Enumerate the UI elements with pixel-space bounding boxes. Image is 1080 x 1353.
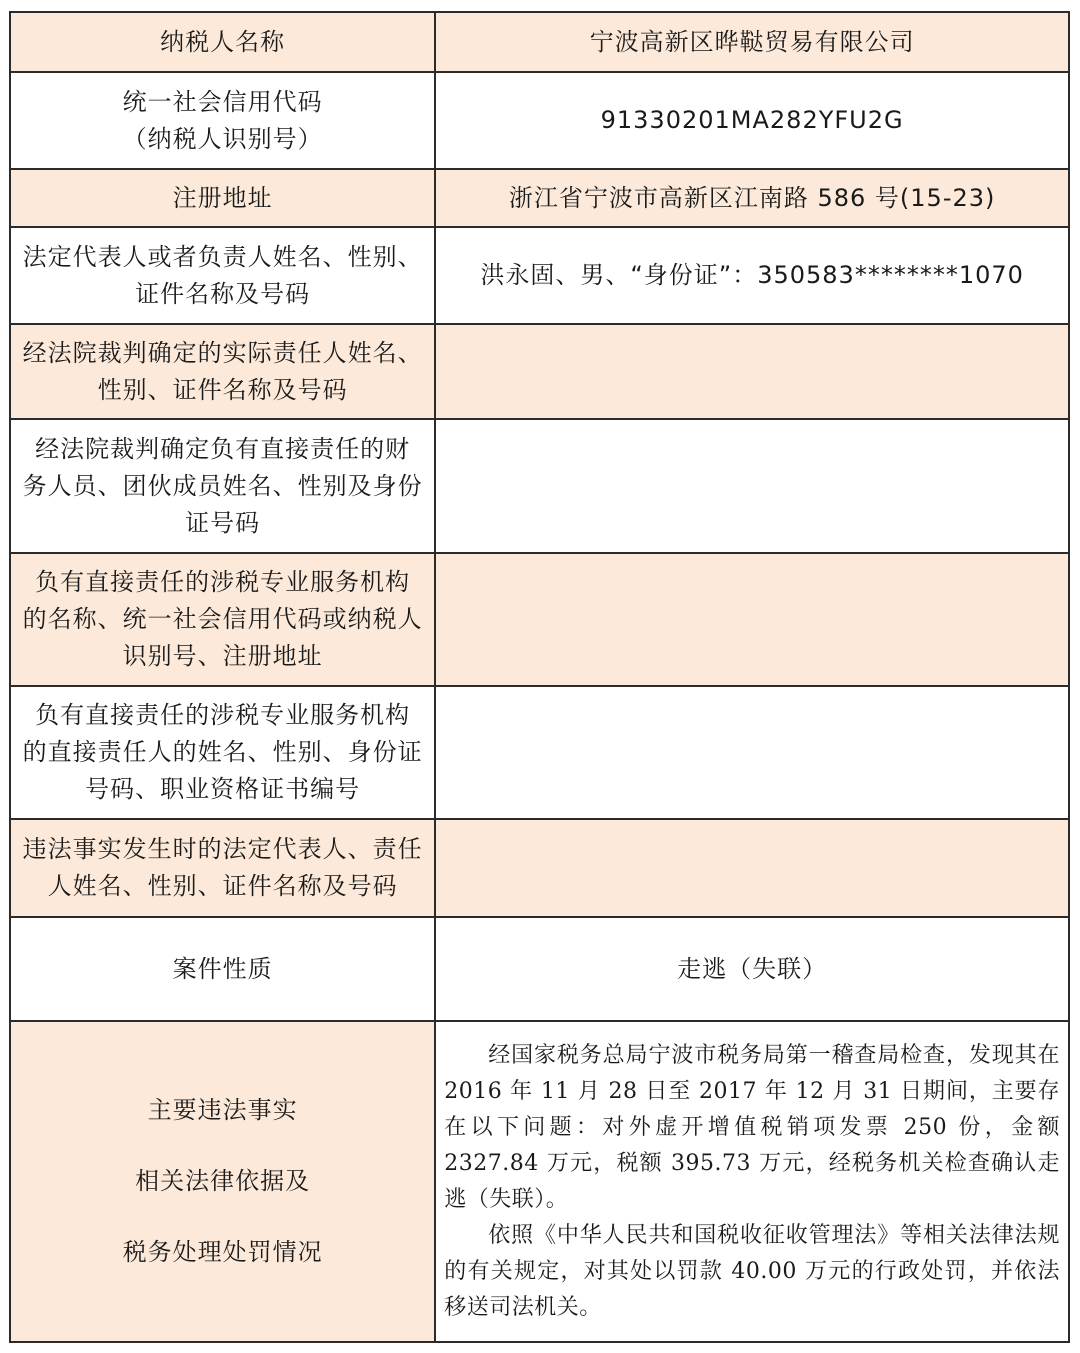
label-agency-responsible-person (10, 686, 435, 819)
label-line: 识别号、注册地址 (122, 642, 323, 670)
row-legal-representative (10, 227, 1069, 324)
row-credit-code (10, 72, 1069, 169)
row-registered-address (10, 169, 1069, 227)
label-line: 负有直接责任的涉税专业服务机构 (35, 701, 411, 729)
label-line: 相关法律依据及 (135, 1167, 311, 1195)
value-agency-responsible-person (435, 686, 1069, 819)
label-line: 法定代表人或者负责人姓名、性别、 (22, 242, 423, 271)
label-line: 性别、证件名称及号码 (97, 375, 348, 404)
row-financial-staff (10, 419, 1069, 553)
label-taxpayer-name (10, 12, 435, 72)
label-financial-staff (10, 419, 435, 553)
label-line: 号码、职业资格证书编号 (85, 775, 361, 803)
label-legal-representative (10, 227, 435, 324)
label-violation-facts (10, 1021, 435, 1342)
label-line: （纳税人识别号） (122, 124, 323, 153)
label-line: 的直接责任人的姓名、性别、身份证 (22, 738, 423, 766)
taxpayer-info-table (9, 11, 1070, 1343)
label-representative-at-violation (10, 819, 435, 917)
row-agency-responsible-person (10, 686, 1069, 819)
label-case-nature (10, 917, 435, 1021)
label-line: 证号码 (185, 508, 261, 537)
value-legal-representative: 洪永固、男、“身份证”：350583********1070 (435, 227, 1069, 324)
label-service-agency (10, 553, 435, 686)
row-violation-facts (10, 1021, 1069, 1342)
label-line: 违法事实发生时的法定代表人、责任 (22, 835, 423, 863)
value-representative-at-violation (435, 819, 1069, 917)
row-actual-responsible-person (10, 324, 1069, 419)
label-line: 负有直接责任的涉税专业服务机构 (35, 568, 411, 596)
label-registered-address (10, 169, 435, 227)
label-line: 经法院裁判确定负有直接责任的财 (35, 434, 411, 463)
row-case-nature (10, 917, 1069, 1021)
value-registered-address: 浙江省宁波市高新区江南路 586 号(15-23) (435, 169, 1069, 227)
label-line: 统一社会信用代码 (122, 87, 323, 116)
label-line: 证件名称及号码 (135, 279, 311, 308)
row-representative-at-violation (10, 819, 1069, 917)
value-taxpayer-name: 宁波高新区晔鞑贸易有限公司 (435, 12, 1069, 72)
label-line: 人姓名、性别、证件名称及号码 (47, 872, 398, 900)
value-credit-code: 91330201MA282YFU2G (435, 72, 1069, 169)
facts-paragraph: 经国家税务总局宁波市税务局第一稽查局检查，发现其在 2016 年 11 月 28 日至 2017 年 12 月 31 日期间，主要存在以下问题：对外虚开增值税销项发票 250 份，金额 2327.84 万元，税额 395.73 万元，经税务机关检查确认走逃（失联）。 (444, 1042, 1060, 1212)
value-service-agency (435, 553, 1069, 686)
value-actual-responsible-person (435, 324, 1069, 419)
row-service-agency (10, 553, 1069, 686)
label-line: 纳税人名称 (160, 27, 286, 56)
label-line: 税务处理处罚情况 (122, 1238, 323, 1266)
label-line: 经法院裁判确定的实际责任人姓名、 (22, 338, 423, 367)
label-line: 的名称、统一社会信用代码或纳税人 (22, 605, 423, 633)
label-actual-responsible-person (10, 324, 435, 419)
label-line: 务人员、团伙成员姓名、性别及身份 (22, 471, 423, 500)
label-line: 主要违法事实 (147, 1096, 298, 1124)
value-case-nature: 走逃（失联） (435, 917, 1069, 1021)
penalty-paragraph: 依照《中华人民共和国税收征收管理法》等相关法律法规的有关规定，对其处以罚款 40.00 万元的行政处罚，并依法移送司法机关。 (444, 1222, 1060, 1320)
value-violation-facts (435, 1021, 1069, 1342)
label-line: 案件性质 (172, 954, 273, 983)
label-credit-code (10, 72, 435, 169)
row-taxpayer-name (10, 12, 1069, 72)
value-financial-staff (435, 419, 1069, 553)
label-line: 注册地址 (172, 183, 273, 212)
